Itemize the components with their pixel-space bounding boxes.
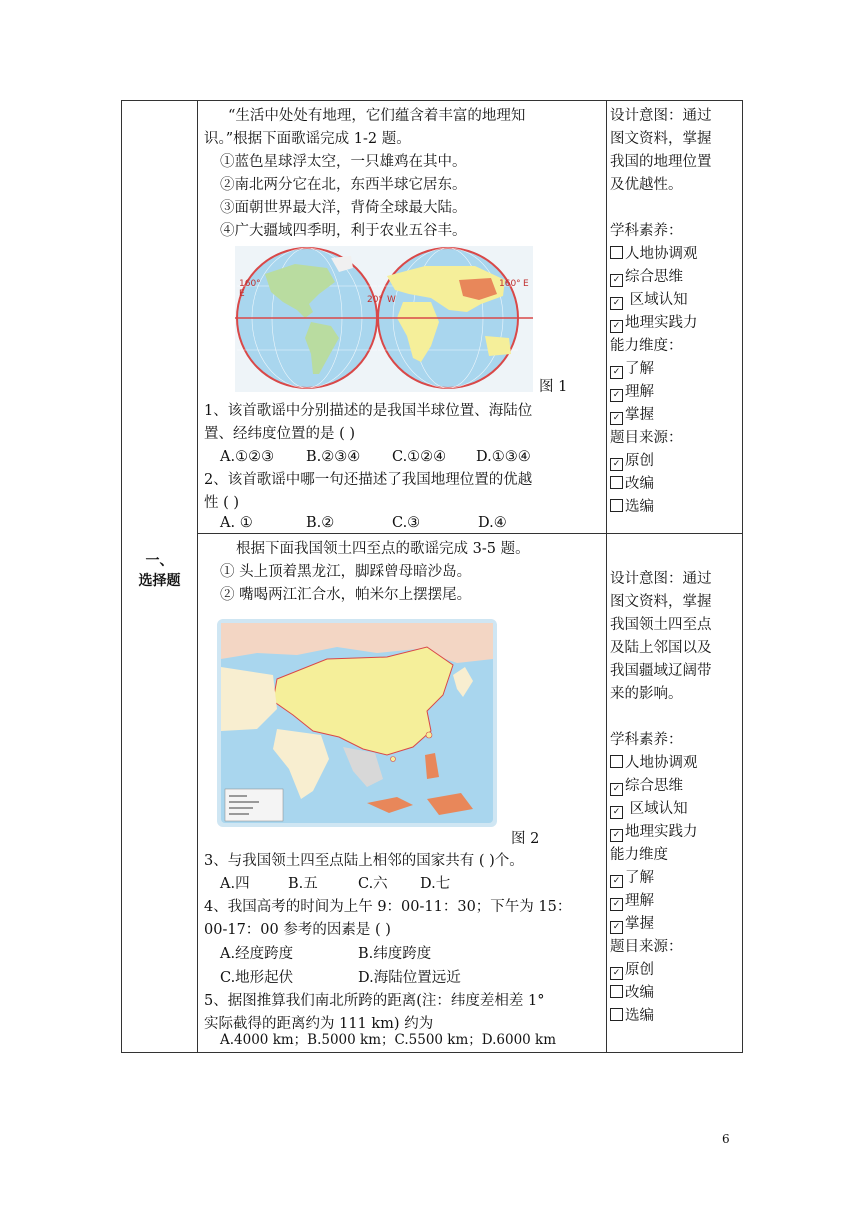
label-mid-w: W bbox=[387, 295, 396, 305]
q4-option-a: A.经度跨度 bbox=[220, 946, 294, 962]
block2-intro: 根据下面我国领土四至点的歌谣完成 3-5 题。 bbox=[236, 541, 530, 557]
q3-option-d: D.七 bbox=[420, 876, 451, 892]
q4-option-b: B.纬度跨度 bbox=[358, 946, 432, 962]
checkbox-empty-icon bbox=[610, 499, 623, 512]
side1 bbox=[610, 105, 740, 519]
side2-literacy-title: 学科素养： bbox=[610, 732, 683, 748]
block2-verse-2: ② 嘴喝两江汇合水，帕米尔上摆摆尾。 bbox=[220, 587, 472, 603]
checkbox-checked-icon: ✓ bbox=[610, 297, 623, 310]
side2-design-6: 来的影响。 bbox=[610, 686, 683, 702]
checkbox-checked-icon: ✓ bbox=[610, 389, 623, 402]
q2-option-d: D.④ bbox=[478, 515, 507, 531]
side1-ability-title: 能力维度： bbox=[610, 338, 683, 354]
hemispheres-map bbox=[235, 246, 533, 392]
q4-line1: 4、我国高考的时间为上午 9：00-11：30；下午为 15： bbox=[204, 899, 572, 915]
q3-text: 3、与我国领土四至点陆上相邻的国家共有 ( )个。 bbox=[204, 853, 524, 869]
side1-literacy-4: ✓ 地理实践力 bbox=[610, 312, 740, 335]
checkbox-checked-icon: ✓ bbox=[610, 366, 623, 379]
side1-design-1: 设计意图：通过 bbox=[610, 108, 712, 124]
q2-option-a: A. ① bbox=[220, 515, 253, 531]
side1-literacy-1: 人地协调观 bbox=[610, 243, 740, 266]
label-left-e: E bbox=[239, 289, 245, 299]
q5-line1: 5、据图推算我们南北所跨的距离(注：纬度差相差 1° bbox=[204, 993, 545, 1009]
side1-source-1: ✓ 原创 bbox=[610, 450, 740, 473]
verse-2: ②南北两分它在北，东西半球它居东。 bbox=[220, 177, 467, 193]
q1-line2: 置、经纬度位置的是 ( ) bbox=[204, 426, 356, 442]
section-number: 一、 bbox=[145, 553, 174, 569]
checkbox-empty-icon bbox=[610, 1008, 623, 1021]
verse-3: ③面朝世界最大洋，背倚全球最大陆。 bbox=[220, 200, 467, 216]
q4-line2: 00-17：00 参考的因素是 ( ) bbox=[204, 922, 391, 938]
block1-intro-line1: “生活中处处有地理，它们蕴含着丰富的地理知 bbox=[228, 108, 526, 124]
verse-4: ④广大疆域四季明，利于农业五谷丰。 bbox=[220, 223, 467, 239]
figure1-label: 图 1 bbox=[539, 379, 568, 395]
figure2-label: 图 2 bbox=[511, 831, 540, 847]
side2 bbox=[610, 568, 740, 1028]
side2-design-3: 我国领土四至点 bbox=[610, 617, 712, 633]
checkbox-checked-icon: ✓ bbox=[610, 458, 623, 471]
checkbox-empty-icon bbox=[610, 985, 623, 998]
verse-1: ①蓝色星球浮太空，一只雄鸡在其中。 bbox=[220, 154, 467, 170]
side1-source-title: 题目来源： bbox=[610, 430, 683, 446]
checkbox-checked-icon: ✓ bbox=[610, 875, 623, 888]
q2-option-b: B.② bbox=[306, 515, 335, 531]
q1-line1: 1、该首歌谣中分别描述的是我国半球位置、海陆位 bbox=[204, 403, 533, 419]
checkbox-checked-icon: ✓ bbox=[610, 274, 623, 287]
side2-design-1: 设计意图：通过 bbox=[610, 571, 712, 587]
q3-option-a: A.四 bbox=[220, 876, 250, 892]
q5-options: A.4000 km；B.5000 km；C.5500 km；D.6000 km bbox=[220, 1032, 557, 1048]
side1-literacy-title: 学科素养： bbox=[610, 223, 683, 239]
map-legend bbox=[225, 789, 283, 821]
checkbox-checked-icon: ✓ bbox=[610, 806, 623, 819]
checkbox-checked-icon: ✓ bbox=[610, 829, 623, 842]
checkbox-checked-icon: ✓ bbox=[610, 898, 623, 911]
side2-source-3: 选编 bbox=[610, 1005, 740, 1028]
q3-option-b: B.五 bbox=[288, 876, 318, 892]
side2-source-1: ✓ 原创 bbox=[610, 959, 740, 982]
q2-option-c: C.③ bbox=[392, 515, 421, 531]
side2-literacy-3: ✓ 区域认知 bbox=[610, 798, 740, 821]
q1-option-a: A.①②③ bbox=[220, 449, 275, 465]
q1-option-d: D.①③④ bbox=[476, 449, 531, 465]
q3-option-c: C.六 bbox=[358, 876, 388, 892]
checkbox-checked-icon: ✓ bbox=[610, 921, 623, 934]
section-title: 选择题 bbox=[138, 573, 181, 589]
side2-literacy-4: ✓ 地理实践力 bbox=[610, 821, 740, 844]
side2-design-4: 及陆上邻国以及 bbox=[610, 640, 712, 656]
q4-option-d: D.海陆位置远近 bbox=[358, 970, 461, 986]
label-left-lon: 160° bbox=[239, 279, 261, 289]
side2-ability-1: ✓ 了解 bbox=[610, 867, 740, 890]
question-table bbox=[121, 100, 743, 1053]
side1-design-3: 我国的地理位置 bbox=[610, 154, 712, 170]
australia bbox=[485, 336, 511, 356]
q2-line2: 性 ( ) bbox=[204, 495, 240, 511]
checkbox-checked-icon: ✓ bbox=[610, 412, 623, 425]
block1-intro-line2: 识。”根据下面歌谣完成 1-2 题。 bbox=[204, 131, 411, 147]
row-divider bbox=[197, 533, 742, 534]
side2-ability-3: ✓ 掌握 bbox=[610, 913, 740, 936]
q5-line2: 实际截得的距离约为 111 km) 约为 bbox=[204, 1016, 434, 1032]
side1-literacy-2: ✓ 综合思维 bbox=[610, 266, 740, 289]
q2-line1: 2、该首歌谣中哪一句还描述了我国地理位置的优越 bbox=[204, 472, 533, 488]
block2-verse-1: ① 头上顶着黑龙江，脚踩曾母暗沙岛。 bbox=[220, 564, 472, 580]
label-mid-lon: 20° bbox=[367, 295, 383, 305]
column-divider-left bbox=[197, 101, 198, 1052]
checkbox-checked-icon: ✓ bbox=[610, 967, 623, 980]
side2-literacy-2: ✓ 综合思维 bbox=[610, 775, 740, 798]
side2-design-5: 我国疆域辽阔带 bbox=[610, 663, 712, 679]
asia-map bbox=[217, 619, 497, 827]
q1-option-c: C.①②④ bbox=[392, 449, 447, 465]
label-right-e: E bbox=[523, 279, 529, 289]
side1-source-2: 改编 bbox=[610, 473, 740, 496]
side1-ability-3: ✓ 掌握 bbox=[610, 404, 740, 427]
q1-option-b: B.②③④ bbox=[306, 449, 361, 465]
side2-design-2: 图文资料，掌握 bbox=[610, 594, 712, 610]
side2-source-title: 题目来源： bbox=[610, 939, 683, 955]
hainan bbox=[391, 757, 396, 762]
side2-literacy-1: 人地协调观 bbox=[610, 752, 740, 775]
side1-ability-2: ✓ 理解 bbox=[610, 381, 740, 404]
side1-design-4: 及优越性。 bbox=[610, 177, 683, 193]
side2-ability-2: ✓ 理解 bbox=[610, 890, 740, 913]
page-number: 6 bbox=[722, 1132, 730, 1146]
side2-ability-title: 能力维度 bbox=[610, 847, 668, 863]
checkbox-empty-icon bbox=[610, 246, 623, 259]
column-divider-right bbox=[606, 101, 607, 1052]
side1-ability-1: ✓ 了解 bbox=[610, 358, 740, 381]
taiwan bbox=[426, 732, 432, 738]
checkbox-empty-icon bbox=[610, 755, 623, 768]
checkbox-checked-icon: ✓ bbox=[610, 783, 623, 796]
label-right-lon: 160° bbox=[499, 279, 521, 289]
checkbox-empty-icon bbox=[610, 476, 623, 489]
side1-design-2: 图文资料，掌握 bbox=[610, 131, 712, 147]
side1-source-3: 选编 bbox=[610, 496, 740, 519]
checkbox-checked-icon: ✓ bbox=[610, 320, 623, 333]
side1-literacy-3: ✓ 区域认知 bbox=[610, 289, 740, 312]
side2-source-2: 改编 bbox=[610, 982, 740, 1005]
q4-option-c: C.地形起伏 bbox=[220, 970, 294, 986]
section-label bbox=[122, 551, 197, 591]
